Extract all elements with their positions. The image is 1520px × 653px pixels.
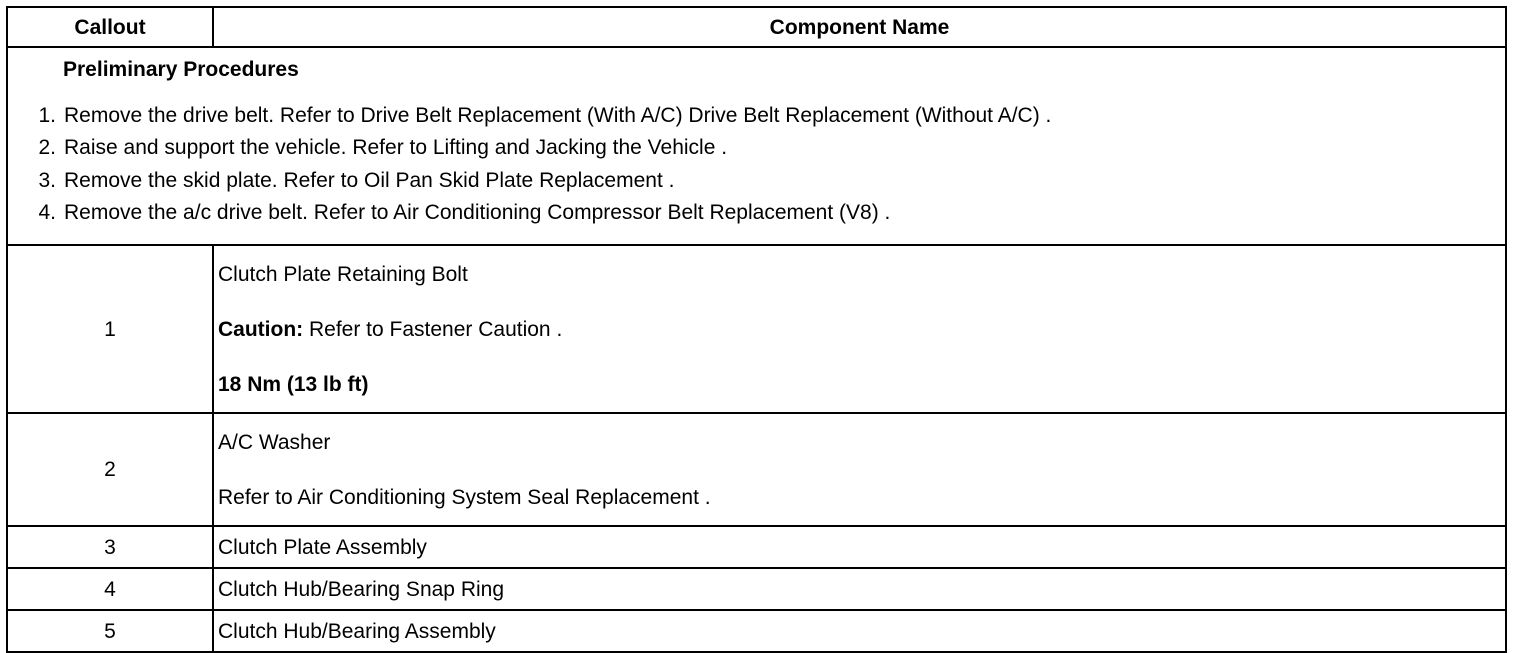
table-header-row — [7, 7, 1506, 47]
table-row — [7, 610, 1506, 652]
component-name-cell — [213, 413, 1506, 526]
caution-label: Caution: — [218, 317, 304, 341]
step-text: Remove the drive belt. Refer to Drive Belt Replacement (With A/C) Drive Belt Replacement (Without A/C) . — [64, 103, 1052, 127]
callout-cell: 1 — [7, 245, 213, 413]
component-table — [6, 6, 1507, 653]
component-name-cell: Clutch Hub/Bearing Assembly — [213, 610, 1506, 652]
table-row — [7, 526, 1506, 568]
step-text: Raise and support the vehicle. Refer to Lifting and Jacking the Vehicle . — [64, 136, 728, 160]
preliminary-procedures-cell — [7, 47, 1506, 245]
table-row — [7, 568, 1506, 610]
table-row — [7, 245, 1506, 413]
caution-text: Refer to Fastener Caution . — [303, 317, 563, 341]
torque-spec: 18 Nm (13 lb ft) — [218, 372, 369, 396]
preliminary-step — [8, 132, 1505, 165]
table-row — [7, 413, 1506, 526]
preliminary-procedures-row — [7, 47, 1506, 245]
component-name: Clutch Plate Retaining Bolt — [218, 262, 468, 286]
callout-cell: 5 — [7, 610, 213, 652]
caution-line — [218, 317, 1505, 342]
preliminary-step — [8, 99, 1505, 132]
component-note: Refer to Air Conditioning System Seal Replacement . — [218, 485, 711, 509]
step-text: Remove the skid plate. Refer to Oil Pan Skid Plate Replacement . — [64, 168, 675, 192]
callout-cell: 4 — [7, 568, 213, 610]
step-number: 1. — [38, 103, 56, 127]
preliminary-step — [8, 164, 1505, 197]
callout-cell: 2 — [7, 413, 213, 526]
callout-cell: 3 — [7, 526, 213, 568]
component-name: A/C Washer — [218, 430, 331, 454]
preliminary-step — [8, 197, 1505, 230]
component-name-cell: Clutch Hub/Bearing Snap Ring — [213, 568, 1506, 610]
step-number: 4. — [38, 201, 56, 225]
step-number: 2. — [38, 136, 56, 160]
component-name-cell: Clutch Plate Assembly — [213, 526, 1506, 568]
component-name-column-header: Component Name — [213, 7, 1506, 47]
preliminary-procedures-heading: Preliminary Procedures — [63, 58, 299, 81]
step-text: Remove the a/c drive belt. Refer to Air Conditioning Compressor Belt Replacement (V8) . — [64, 201, 891, 225]
callout-column-header: Callout — [7, 7, 213, 47]
preliminary-steps-list — [8, 99, 1505, 229]
step-number: 3. — [38, 168, 56, 192]
component-name-cell — [213, 245, 1506, 413]
